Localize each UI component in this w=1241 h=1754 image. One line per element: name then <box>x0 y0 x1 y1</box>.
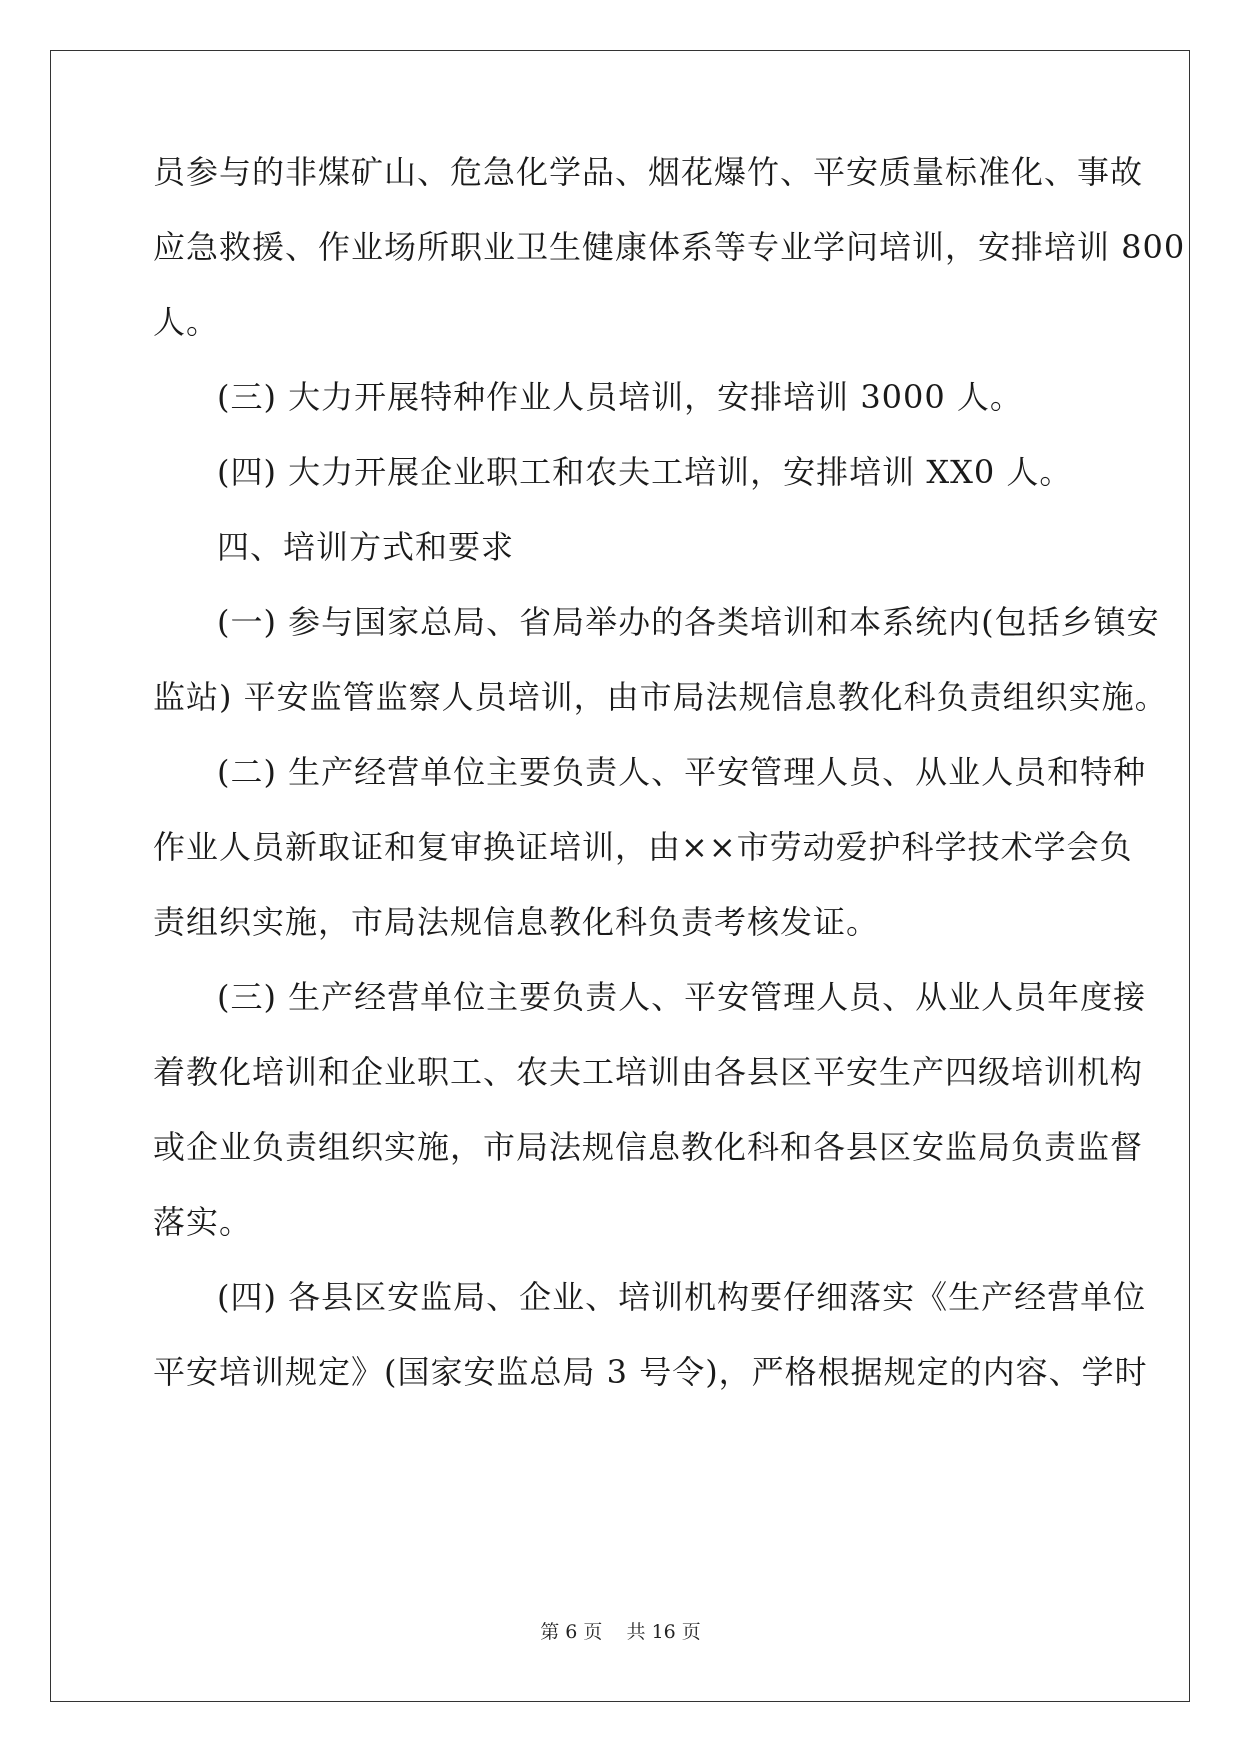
paragraph-line: 责组织实施，市局法规信息教化科负责考核发证。 <box>153 903 880 941</box>
paragraph-line: 人。 <box>153 303 220 341</box>
paragraph-line: 平安培训规定》(国家安监总局 3 号令)，严格根据规定的内容、学时 <box>153 1353 1148 1391</box>
paragraph-line: 着教化培训和企业职工、农夫工培训由各县区平安生产四级培训机构 <box>153 1053 1144 1091</box>
paragraph-line: (一) 参与国家总局、省局举办的各类培训和本系统内(包括乡镇安 <box>217 603 1160 641</box>
paragraph-line: 落实。 <box>153 1203 253 1241</box>
paragraph-line: 应急救援、作业场所职业卫生健康体系等专业学问培训，安排培训 800 <box>153 228 1186 266</box>
paragraph-line: (二) 生产经营单位主要负责人、平安管理人员、从业人员和特种 <box>217 753 1147 791</box>
page-number: 第 6 页 共 16 页 <box>540 1621 701 1643</box>
paragraph-line: 作业人员新取证和复审换证培训，由××市劳动爱护科学技术学会负 <box>153 828 1133 866</box>
paragraph-line: (四) 各县区安监局、企业、培训机构要仔细落实《生产经营单位 <box>217 1278 1147 1316</box>
paragraph-line: (三) 大力开展特种作业人员培训，安排培训 3000 人。 <box>217 378 1023 416</box>
paragraph-line: 或企业负责组织实施，市局法规信息教化科和各县区安监局负责监督 <box>153 1128 1144 1166</box>
paragraph-line: 员参与的非煤矿山、危急化学品、烟花爆竹、平安质量标准化、事故 <box>153 153 1144 191</box>
section-heading: 四、培训方式和要求 <box>217 528 515 566</box>
paragraph-line: 监站) 平安监管监察人员培训，由市局法规信息教化科负责组织实施。 <box>153 678 1168 716</box>
paragraph-line: (四) 大力开展企业职工和农夫工培训，安排培训 XX0 人。 <box>217 453 1073 491</box>
paragraph-line: (三) 生产经营单位主要负责人、平安管理人员、从业人员年度接 <box>217 978 1147 1016</box>
page-footer <box>0 1620 1241 1644</box>
page-border <box>50 50 1190 1702</box>
